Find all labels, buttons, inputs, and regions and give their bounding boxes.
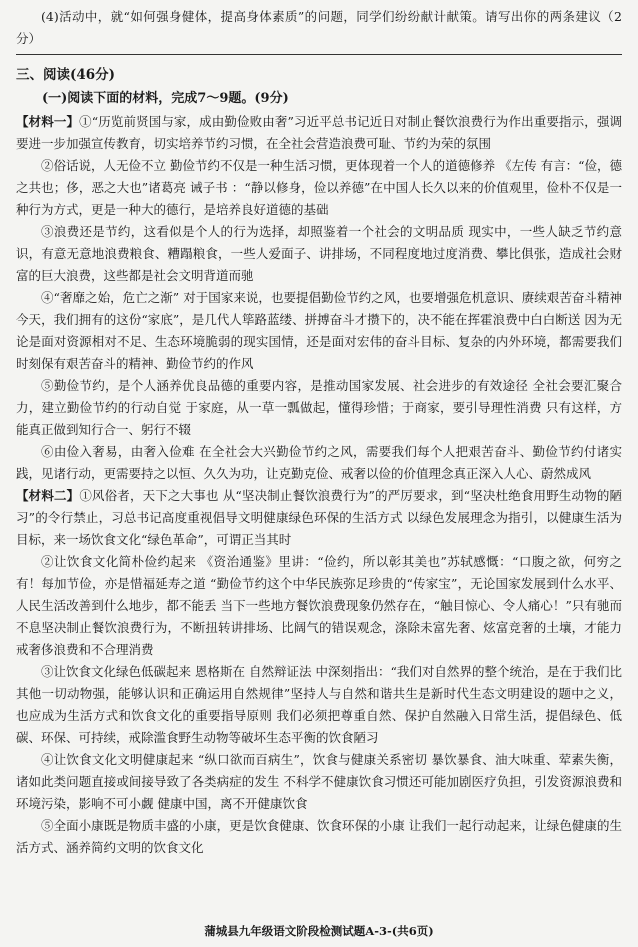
material1-para-6: ⑥由俭入奢易，由奢入俭难 在全社会大兴勤俭节约之风，需要我们每个人把艰苦奋斗、勤俭节约付诸实践，见诸行动，更需要持之以恒、久久为功，让克勤克俭、戒奢以俭的价值理念真正深入人心、蔚然成风 <box>16 444 622 481</box>
material2-para-4: ④让饮食文化文明健康起来 “纵口欲而百病生”，饮食与健康关系密切 暴饮暴食、油大味重、荤素失衡，诸如此类问题直接或间接导致了各类病症的发生 不科学不健康饮食习惯还可能加剧医疗负担，引发资源浪费和环境污染，影响不可小觑 健康中国，离不开健康饮食 <box>16 752 622 811</box>
material1-label: 【材料一】 <box>16 114 80 129</box>
material2-para-3: ③让饮食文化绿色低碳起来 恩格斯在 自然辩证法 中深刻指出：“我们对自然界的整个统治，是在于我们比其他一切动物强，能够认识和正确运用自然规律”坚持人与自然和谐共生是新时代生态文明建设的题中之义，也应成为生活方式和饮食文化的重要指导原则 我们必须把尊重自然、保护自然融入日常生活，提倡绿色、低碳、环保、可持续，戒除滥食野生动物等破坏生态平衡的饮食陋习 <box>16 664 622 745</box>
material1-para-3: ③浪费还是节约，这看似是个人的行为选择，却照鉴着一个社会的文明品质 现实中，一些人缺乏节约意识，有意无意地浪费粮食、糟蹋粮食，一些人爱面子、讲排场，不同程度地过度消费、攀比俱张，造成社会财富的巨大浪费，这些都是社会文明背道而驰 <box>16 224 622 283</box>
material2-para-5: ⑤全面小康既是物质丰盛的小康，更是饮食健康、饮食环保的小康 让我们一起行动起来，让绿色健康的生活方式、涵养简约文明的饮食文化 <box>16 818 622 855</box>
material2-para-2: ②让饮食文化简朴俭约起来 《资治通鉴》里讲：“俭约，所以彰其美也”苏轼感慨：“口腹之欲，何穷之有！每加节俭，亦是惜福延寿之道 “勤俭节约这个中华民族弥足珍贵的“传家宝”，无论国家发展到什么水平、人民生活改善到什么地步，都不能丢 当下一些地方餐饮浪费现象仍然存在，“触目惊心、令人痛心！”只有驰而不息坚决制止餐饮浪费行为，不断扭转讲排场、比阔气的错误观念，涤除未富先奢、炫富竞奢的土壤，才能力戒奢侈浪费和不合理消费 <box>16 554 622 657</box>
page-footer: 蒲城县九年级语文阶段检测试题A-3-(共6页) <box>204 924 434 938</box>
material1-para-4: ④“奢靡之始，危亡之渐” 对于国家来说，也要提倡勤俭节约之风，也要增强危机意识、赓续艰苦奋斗精神 今天，我们拥有的这份“家底”，是几代人筚路蓝缕、拼搏奋斗才攒下的，决不能在挥霍浪费中白白断送 因为无论是面对资源相对不足、生态环境脆弱的现实国情，还是面对宏伟的奋斗目标、复杂的内外环境，都需要我们时刻保有艰苦奋斗的精神、勤俭节约的作风 <box>16 290 622 371</box>
question-4-text: (4)活动中，就“如何强身健体，提高身体素质”的问题，同学们纷纷献计献策。请写出你的两条建议 <box>41 9 602 24</box>
material1-para-2: ②俗话说，人无俭不立 勤俭节约不仅是一种生活习惯，更体现着一个人的道德修养 《左传 有言：“俭，德之共也；侈，恶之大也”诸葛亮 诫子书 ：“静以修身，俭以养德”在中国人长久以来的价值观里，俭朴不仅是一种行为方式，更是一种大的德行，是培养良好道德的基础 <box>16 158 622 217</box>
material2-para-1: 【材料二】①风俗者，天下之大事也 从“坚决制止餐饮浪费行为”的严厉要求，到“坚决杜绝食用野生动物的陋习”的令行禁止，习总书记高度重视倡导文明健康绿色环保的生活方式 以绿色发展理念为指引，以健康生活为目标，来一场饮食文化“绿色革命”，可谓正当其时 <box>16 488 622 547</box>
answer-line <box>16 54 622 55</box>
material1-para-1: 【材料一】①“历览前贤国与家，成由勤俭败由奢”习近平总书记近日对制止餐饮浪费行为作出重要指示，强调要进一步加强宣传教育，切实培养节约习惯，在全社会营造浪费可耻、节约为荣的氛围 <box>16 114 622 151</box>
question-4 <box>16 6 622 50</box>
material2-label: 【材料二】 <box>16 488 80 503</box>
part-title: (一)阅读下面的材料，完成7～9题。(9分) <box>42 91 289 106</box>
material1-para-5: ⑤勤俭节约，是个人涵养优良品德的重要内容，是推动国家发展、社会进步的有效途径 全社会要汇聚合力，建立勤俭节约的行动自觉 于家庭，从一草一瓢做起，懂得珍惜；于商家，要引导理性消费 只有这样，方能真正做到知行合一、躬行不辍 <box>16 378 622 437</box>
question-4-points: （2分） <box>16 9 622 46</box>
section-title: 三、阅读(46分) <box>16 67 116 83</box>
